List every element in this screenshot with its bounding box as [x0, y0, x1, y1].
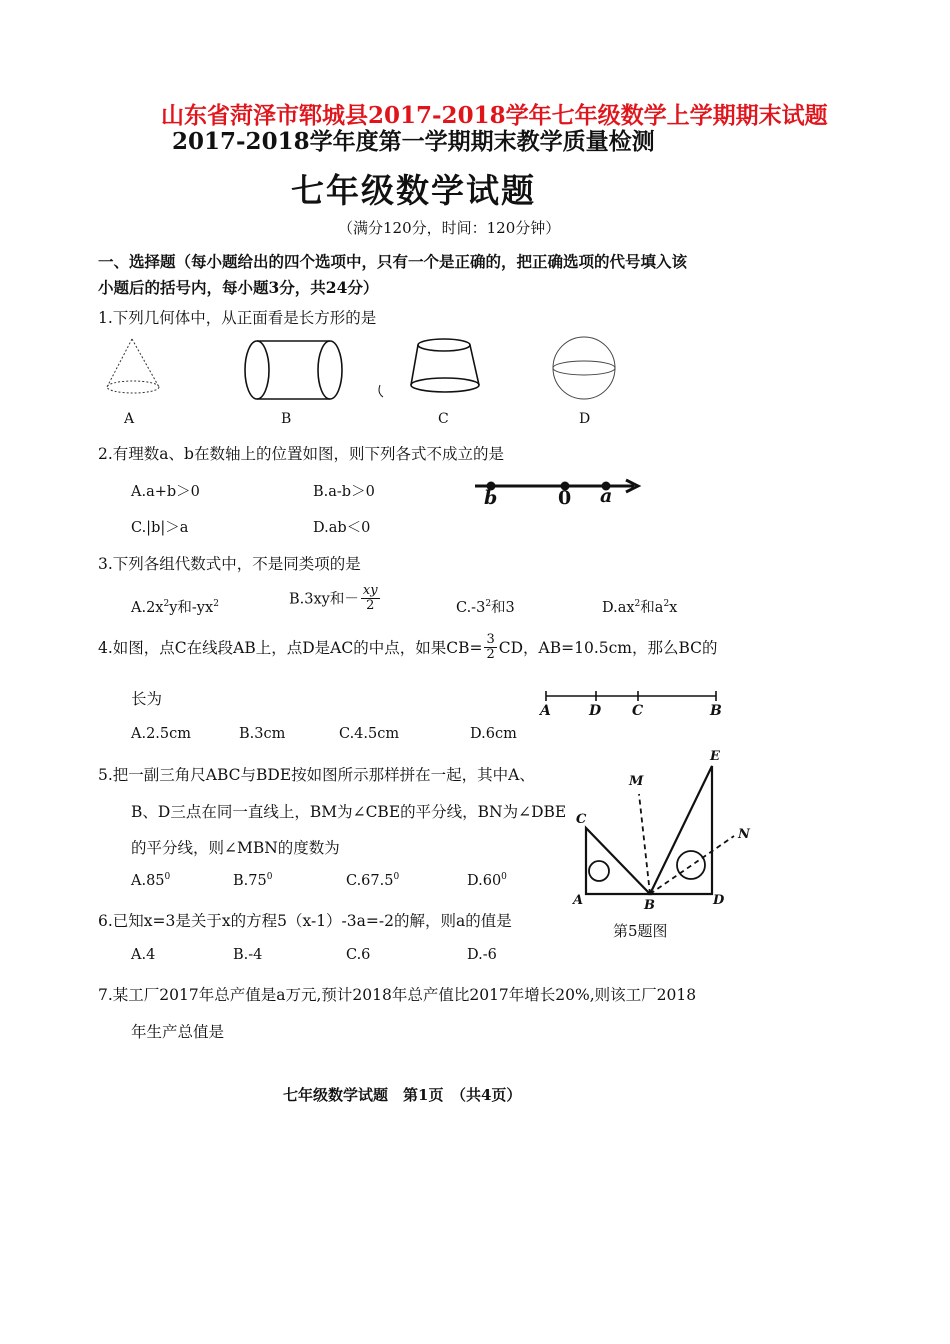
- degree-mark: 0: [164, 872, 171, 883]
- figure5-label-c: C: [576, 812, 587, 827]
- figure5-label-b: B: [644, 898, 655, 913]
- score-time-info: （满分120分，时间：120分钟）: [338, 219, 561, 237]
- q5-line2: B、D三点在同一直线上，BM为∠CBE的平分线，BN为∠DBE: [131, 803, 567, 821]
- q3-option-d-mid: 和a: [640, 600, 664, 616]
- cone-figure: [107, 339, 159, 393]
- fraction-numerator: xy: [362, 583, 378, 598]
- q5-option-b: [233, 873, 272, 889]
- q6-option-d: D.-6: [467, 947, 497, 963]
- number-line-label-a: a: [600, 485, 613, 507]
- superscript-two: 2: [213, 599, 219, 610]
- q7-line1: 7.某工厂2017年总产值是a万元,预计2018年总产值比2017年增长20%,则该工厂2018: [98, 986, 697, 1004]
- degree-mark: 0: [266, 872, 273, 883]
- figure5-label-d: D: [713, 893, 725, 908]
- q4-option-a: A.2.5cm: [131, 726, 192, 742]
- figure5-label-a: A: [573, 893, 584, 908]
- q3-option-b: [289, 584, 382, 612]
- fraction-denominator: 2: [366, 597, 375, 613]
- superscript-two: 2: [485, 599, 492, 610]
- q3-option-c: [456, 596, 515, 617]
- q3-option-d-post: x: [669, 600, 678, 616]
- q1-stem: 1.下列几何体中，从正面看是长方形的是: [98, 309, 377, 327]
- q3-option-b-fraction: [361, 584, 380, 612]
- q5-option-d: [467, 873, 507, 889]
- q3-stem: 3.下列各组代数式中，不是同类项的是: [98, 555, 361, 573]
- segment-figure: [540, 688, 720, 708]
- superscript-two: 2: [634, 599, 641, 610]
- q4-stem-line2: 长为: [131, 690, 163, 708]
- exam-main-title: 七年级数学试题: [291, 171, 536, 210]
- q5-option-b-text: B.75: [233, 873, 267, 889]
- q3-option-a: [131, 596, 219, 617]
- figure5-caption: 第5题图: [613, 922, 668, 940]
- q1-label-b: B: [281, 411, 292, 427]
- q7-line2: 年生产总值是: [131, 1023, 225, 1041]
- figure5-label-m: M: [629, 774, 644, 789]
- superscript-two: 2: [163, 599, 170, 610]
- q1-label-d: D: [579, 411, 591, 427]
- number-line-label-b: b: [484, 487, 498, 509]
- q4-stem: [98, 633, 718, 661]
- q4-fraction: [484, 633, 496, 661]
- q2-stem: 2.有理数a、b在数轴上的位置如图，则下列各式不成立的是: [98, 445, 504, 463]
- q6-stem: 6.已知x=3是关于x的方程5（x-1）-3a=-2的解，则a的值是: [98, 912, 512, 930]
- q5-line1: 5.把一副三角尺ABC与BDE按如图所示那样拼在一起，其中A、: [98, 766, 535, 784]
- degree-mark: 0: [393, 872, 400, 883]
- q3-option-b-pre: B.3xy和－: [289, 591, 359, 608]
- degree-mark: 0: [501, 872, 507, 883]
- q4-option-c: C.4.5cm: [339, 726, 400, 742]
- q6-option-a: A.4: [131, 947, 156, 963]
- document-source-title: 山东省菏泽市郓城县2017-2018学年七年级数学上学期期末试题: [161, 102, 828, 129]
- segment-label-d: D: [589, 703, 602, 719]
- segment-label-a: A: [540, 703, 551, 719]
- q5-option-c: [346, 873, 399, 889]
- q4-stem-pre: 4.如图，点C在线段AB上，点D是AC的中点，如果CB=: [98, 639, 483, 658]
- q1-figures: [95, 335, 655, 405]
- q5-line3: 的平分线，则∠MBN的度数为: [131, 839, 340, 857]
- q3-option-c-post: 和3: [491, 600, 515, 616]
- q1-label-a: A: [124, 411, 135, 427]
- figure5-label-e: E: [710, 749, 720, 764]
- cylinder-figure: [245, 341, 342, 399]
- q3-option-c-pre: C.-3: [456, 600, 486, 616]
- fraction-denominator: 2: [486, 646, 495, 662]
- q3-option-d: [602, 596, 677, 617]
- q3-option-d-pre: D.ax: [602, 600, 635, 616]
- section1-heading-line2: 小题后的括号内，每小题3分，共24分）: [98, 278, 379, 297]
- sphere-figure: [553, 337, 615, 399]
- q4-option-d: D.6cm: [470, 726, 517, 742]
- q2-option-c: C.|b|＞a: [131, 520, 189, 536]
- q4-stem-post: CD，AB=10.5cm，那么BC的: [498, 639, 718, 658]
- q1-label-c: C: [438, 411, 449, 427]
- section1-heading-line1: 一、选择题（每小题给出的四个选项中，只有一个是正确的，把正确选项的代号填入该: [98, 252, 688, 271]
- segment-label-b: B: [710, 703, 722, 719]
- q6-option-b: B.-4: [233, 947, 263, 963]
- figure5-label-n: N: [738, 827, 750, 842]
- page-footer: 七年级数学试题 第1页 （共4页）: [283, 1086, 522, 1104]
- segment-label-c: C: [632, 703, 644, 719]
- number-line-label-zero: 0: [558, 487, 572, 509]
- q5-option-a: [131, 873, 170, 889]
- fraction-numerator: 3: [486, 632, 495, 647]
- exam-subtitle: 2017-2018学年度第一学期期末教学质量检测: [172, 128, 655, 155]
- triangle-rulers-figure: [572, 748, 762, 908]
- q3-option-a-mid: y和-yx: [169, 600, 214, 616]
- superscript-two: 2: [663, 599, 670, 610]
- q2-option-a: A.a+b＞0: [131, 484, 200, 500]
- q4-option-b: B.3cm: [239, 726, 286, 742]
- frustum-figure: [379, 339, 479, 397]
- q5-option-c-text: C.67.5: [346, 873, 394, 889]
- q5-option-d-text: D.60: [467, 873, 502, 889]
- q3-option-a-pre: A.2x: [131, 600, 164, 616]
- q6-option-c: C.6: [346, 947, 371, 963]
- q2-option-b: B.a-b＞0: [313, 484, 375, 500]
- q2-option-d: D.ab＜0: [313, 520, 371, 536]
- q5-option-a-text: A.85: [131, 873, 165, 889]
